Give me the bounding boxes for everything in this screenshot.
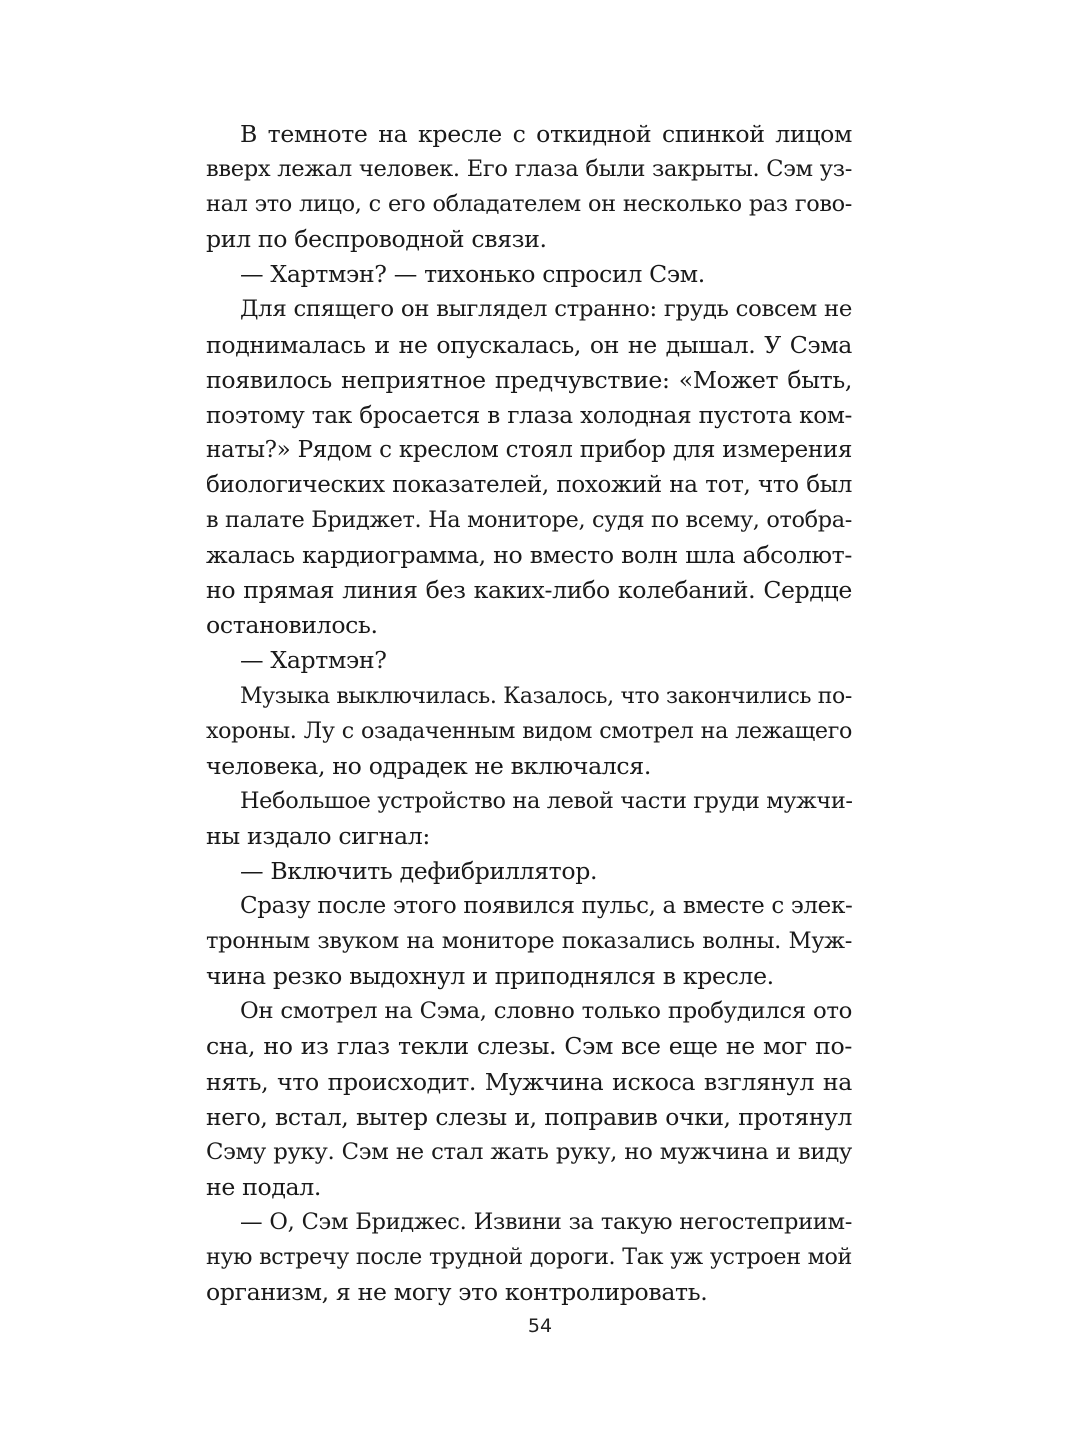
text-line: организм, я не могу это контролировать. <box>206 1278 708 1307</box>
text-line: Сэму руку. Сэм не стал жать руку, но мужчина и виду <box>206 1138 852 1165</box>
text-line: рил по беспроводной связи. <box>206 225 547 254</box>
page-body-text <box>206 117 852 1310</box>
text-line: появилось неприятное предчувствие: «Может быть, <box>206 365 852 394</box>
text-line: хороны. Лу с озадаченным видом смотрел на лежащего <box>206 717 852 744</box>
text-line: тронным звуком на мониторе показались волны. Муж- <box>206 928 852 955</box>
text-line: биологических показателей, похожий на тот, что был <box>206 471 852 498</box>
text-line: Сразу после этого появился пульс, а вместе с элек- <box>240 893 853 920</box>
text-line: поднималась и не опускалась, он не дышал. У Сэма <box>206 330 852 359</box>
text-line: но прямая линия без каких-либо колебаний. Сердце <box>206 576 852 605</box>
text-line: ную встречу после трудной дороги. Так уж устроен мой <box>206 1244 852 1270</box>
text-line: В темноте на кресле с откидной спинкой лицом <box>240 120 852 148</box>
text-line: Небольшое устройство на левой части груди мужчи- <box>240 787 853 814</box>
text-line: чина резко выдохнул и приподнялся в кресле. <box>206 962 774 991</box>
text-line: Музыка выключилась. Казалось, что закончились по- <box>240 683 853 709</box>
text-line: Он смотрел на Сэма, словно только пробудился ото <box>240 998 852 1025</box>
text-line: поэтому так бросается в глаза холодная пустота ком- <box>206 401 852 429</box>
text-line: остановилось. <box>206 611 378 640</box>
text-line: него, встал, вытер слезы и, поправив очки, протянул <box>206 1102 852 1131</box>
text-line: ны издало сигнал: <box>206 821 430 850</box>
text-line: жалась кардиограмма, но вместо волн шла абсолют- <box>206 541 852 570</box>
text-line: нять, что происходит. Мужчина искоса взглянул на <box>206 1067 852 1096</box>
text-line: — Хартмэн? — тихонько спросил Сэм. <box>240 260 705 289</box>
text-line: — Хартмэн? <box>240 646 387 675</box>
text-line: человека, но одрадек не включался. <box>206 751 651 780</box>
text-line: нал это лицо, с его обладателем он несколько раз гово- <box>206 191 852 218</box>
text-line: вверх лежал человек. Его глаза были закрыты. Сэм уз- <box>206 156 852 183</box>
page-number: 54 <box>527 1315 553 1337</box>
text-line: Для спящего он выглядел странно: грудь совсем не <box>240 296 852 323</box>
text-line: — Включить дефибриллятор. <box>240 856 598 885</box>
text-line: в палате Бриджет. На мониторе, судя по всему, отобра- <box>206 507 852 534</box>
text-line: — О, Сэм Бриджес. Извини за такую негостеприим- <box>240 1208 852 1235</box>
text-line: не подал. <box>206 1172 322 1201</box>
text-line: наты?» Рядом с креслом стоял прибор для измерения <box>206 436 852 463</box>
text-line: сна, но из глаз текли слезы. Сэм все еще не мог по- <box>206 1032 852 1061</box>
